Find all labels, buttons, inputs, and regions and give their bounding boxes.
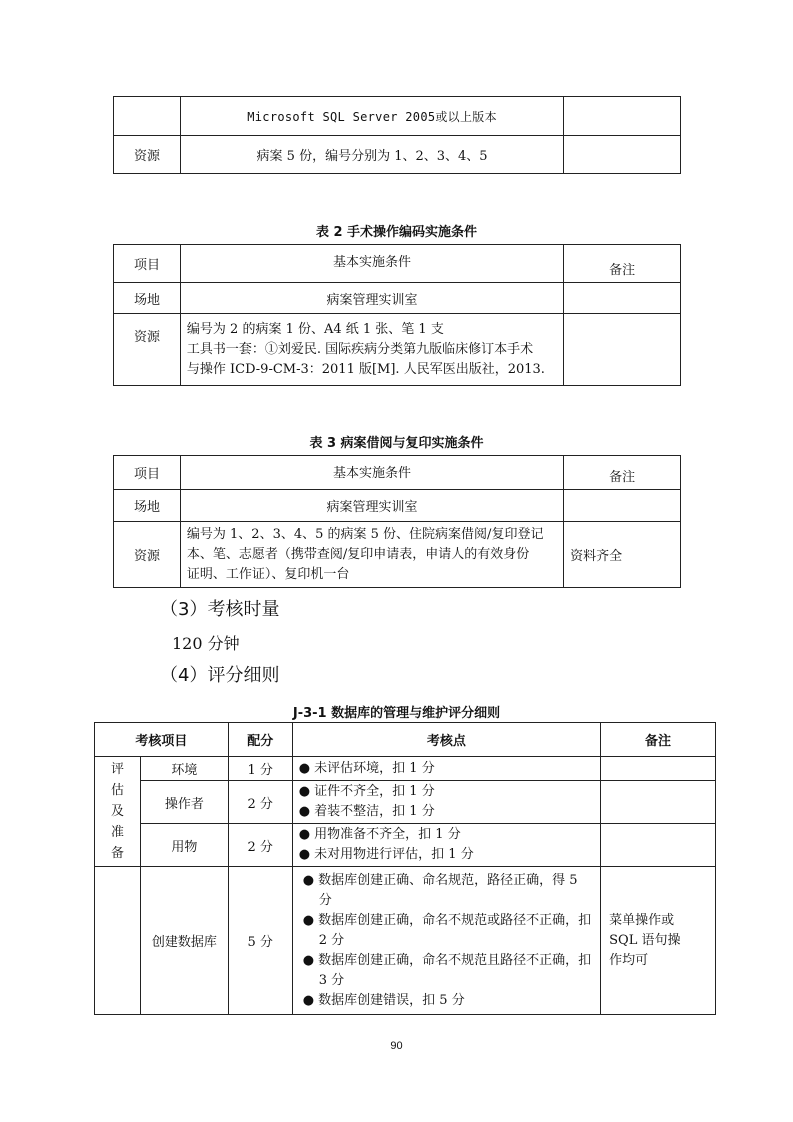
row-createdb-note <box>601 867 716 1015</box>
note-line: SQL 语句操 <box>609 932 681 948</box>
table2-resource-line: 与操作 ICD-9-CM-3：2011 版[M]. 人民军医出版社，2013. <box>186 361 545 377</box>
table4-header-point: 考核点 <box>292 723 600 757</box>
section3-text: 120 分钟 <box>172 634 240 653</box>
table3-caption: 表 3 病案借阅与复印实施条件 <box>309 436 484 451</box>
table2-resource-line: 工具书一套：①刘爱民. 国际疾病分类第九版临床修订本手术 <box>186 341 534 357</box>
section3-heading: （3）考核时量 <box>160 599 280 620</box>
table2-resource-label: 资源 <box>114 314 181 386</box>
bullet-item: ● 数据库创建正确、命名规范，路径正确，得 5 分 <box>302 872 578 908</box>
table3-resource-content <box>180 522 563 588</box>
table1-row2-note <box>564 136 681 174</box>
table3-header-note: 备注 <box>564 456 681 490</box>
bullet-item: ● 数据库创建正确，命名不规范且路径不正确，扣 3 分 <box>302 952 592 988</box>
row-createdb-name: 创建数据库 <box>140 867 228 1015</box>
bullet-item: ● 证件不齐全，扣 1 分 <box>298 784 435 799</box>
table4-header-score: 配分 <box>228 723 292 757</box>
table2-header-item: 项目 <box>114 245 181 283</box>
group-label-prep <box>95 757 141 867</box>
table2-site-content: 病案管理实训室 <box>180 283 563 314</box>
table2-resource-content <box>180 314 563 386</box>
table3-site-note <box>564 490 681 522</box>
row-env-note <box>601 757 716 781</box>
table3-header-condition: 基本实施条件 <box>180 456 563 490</box>
table4-header-item: 考核项目 <box>95 723 229 757</box>
row-env-score: 1 分 <box>228 757 292 781</box>
table2-site-note <box>564 283 681 314</box>
row-operator-name: 操作者 <box>140 781 228 824</box>
table2-resource-line: 编号为 2 的病案 1 份、A4 纸 1 张、笔 1 支 <box>186 321 444 337</box>
group-label-char: 准 <box>110 825 124 840</box>
bullet-item: ● 用物准备不齐全，扣 1 分 <box>298 827 461 842</box>
table-4 <box>94 722 716 1015</box>
table2-header-note: 备注 <box>564 245 681 283</box>
table-2 <box>113 244 681 386</box>
table3-resource-line: 证明、工作证）、复印机一台 <box>186 566 350 582</box>
row-createdb-points <box>292 867 600 1015</box>
section4-heading: （4）评分细则 <box>160 665 280 686</box>
table4-header-note: 备注 <box>601 723 716 757</box>
table3-site-content: 病案管理实训室 <box>180 490 563 522</box>
bullet-item: ● 未对用物进行评估，扣 1 分 <box>298 847 474 862</box>
bullet-item: ● 未评估环境，扣 1 分 <box>298 760 435 776</box>
table3-resource-line: 编号为 1、2、3、4、5 的病案 5 份、住院病案借阅/复印登记 <box>186 526 544 542</box>
table1-row1-content: Microsoft SQL Server 2005或以上版本 <box>180 97 563 136</box>
table-1 <box>113 96 681 174</box>
table3-resource-note: 资料齐全 <box>564 522 681 588</box>
table2-caption: 表 2 手术操作编码实施条件 <box>315 225 478 240</box>
table2-resource-note <box>564 314 681 386</box>
table2-header-condition: 基本实施条件 <box>180 245 563 283</box>
table3-resource-label: 资源 <box>114 522 181 588</box>
table3-header-item: 项目 <box>114 456 181 490</box>
note-line: 菜单操作或 <box>609 912 675 928</box>
bullet-item: ● 数据库创建错误，扣 5 分 <box>302 992 465 1008</box>
row-env-points <box>292 757 600 781</box>
row-env-name: 环境 <box>140 757 228 781</box>
row-supplies-note <box>601 824 716 867</box>
table1-row1-note <box>564 97 681 136</box>
group-label-char: 估 <box>110 783 124 798</box>
group-label-db <box>95 867 141 1015</box>
row-supplies-name: 用物 <box>140 824 228 867</box>
group-label-char: 备 <box>110 846 124 861</box>
bullet-item: ● 数据库创建正确，命名不规范或路径不正确，扣 2 分 <box>302 912 592 948</box>
group-label-char: 评 <box>110 762 124 777</box>
row-operator-points <box>292 781 600 824</box>
table1-row2-content: 病案 5 份，编号分别为 1、2、3、4、5 <box>180 136 563 174</box>
row-supplies-score: 2 分 <box>228 824 292 867</box>
table1-row2-label: 资源 <box>114 136 181 174</box>
table4-caption: J-3-1 数据库的管理与维护评分细则 <box>292 706 501 721</box>
table1-row1-label <box>114 97 181 136</box>
row-operator-score: 2 分 <box>228 781 292 824</box>
table3-site-label: 场地 <box>114 490 181 522</box>
page-number: 90 <box>390 1040 403 1052</box>
group-label-char: 及 <box>110 804 124 819</box>
table-3 <box>113 455 681 588</box>
row-supplies-points <box>292 824 600 867</box>
note-line: 作均可 <box>609 952 649 968</box>
row-operator-note <box>601 781 716 824</box>
table3-resource-line: 本、笔、志愿者（携带查阅/复印申请表，申请人的有效身份 <box>186 546 530 562</box>
bullet-item: ● 着装不整洁，扣 1 分 <box>298 804 435 819</box>
table2-site-label: 场地 <box>114 283 181 314</box>
row-createdb-score: 5 分 <box>228 867 292 1015</box>
